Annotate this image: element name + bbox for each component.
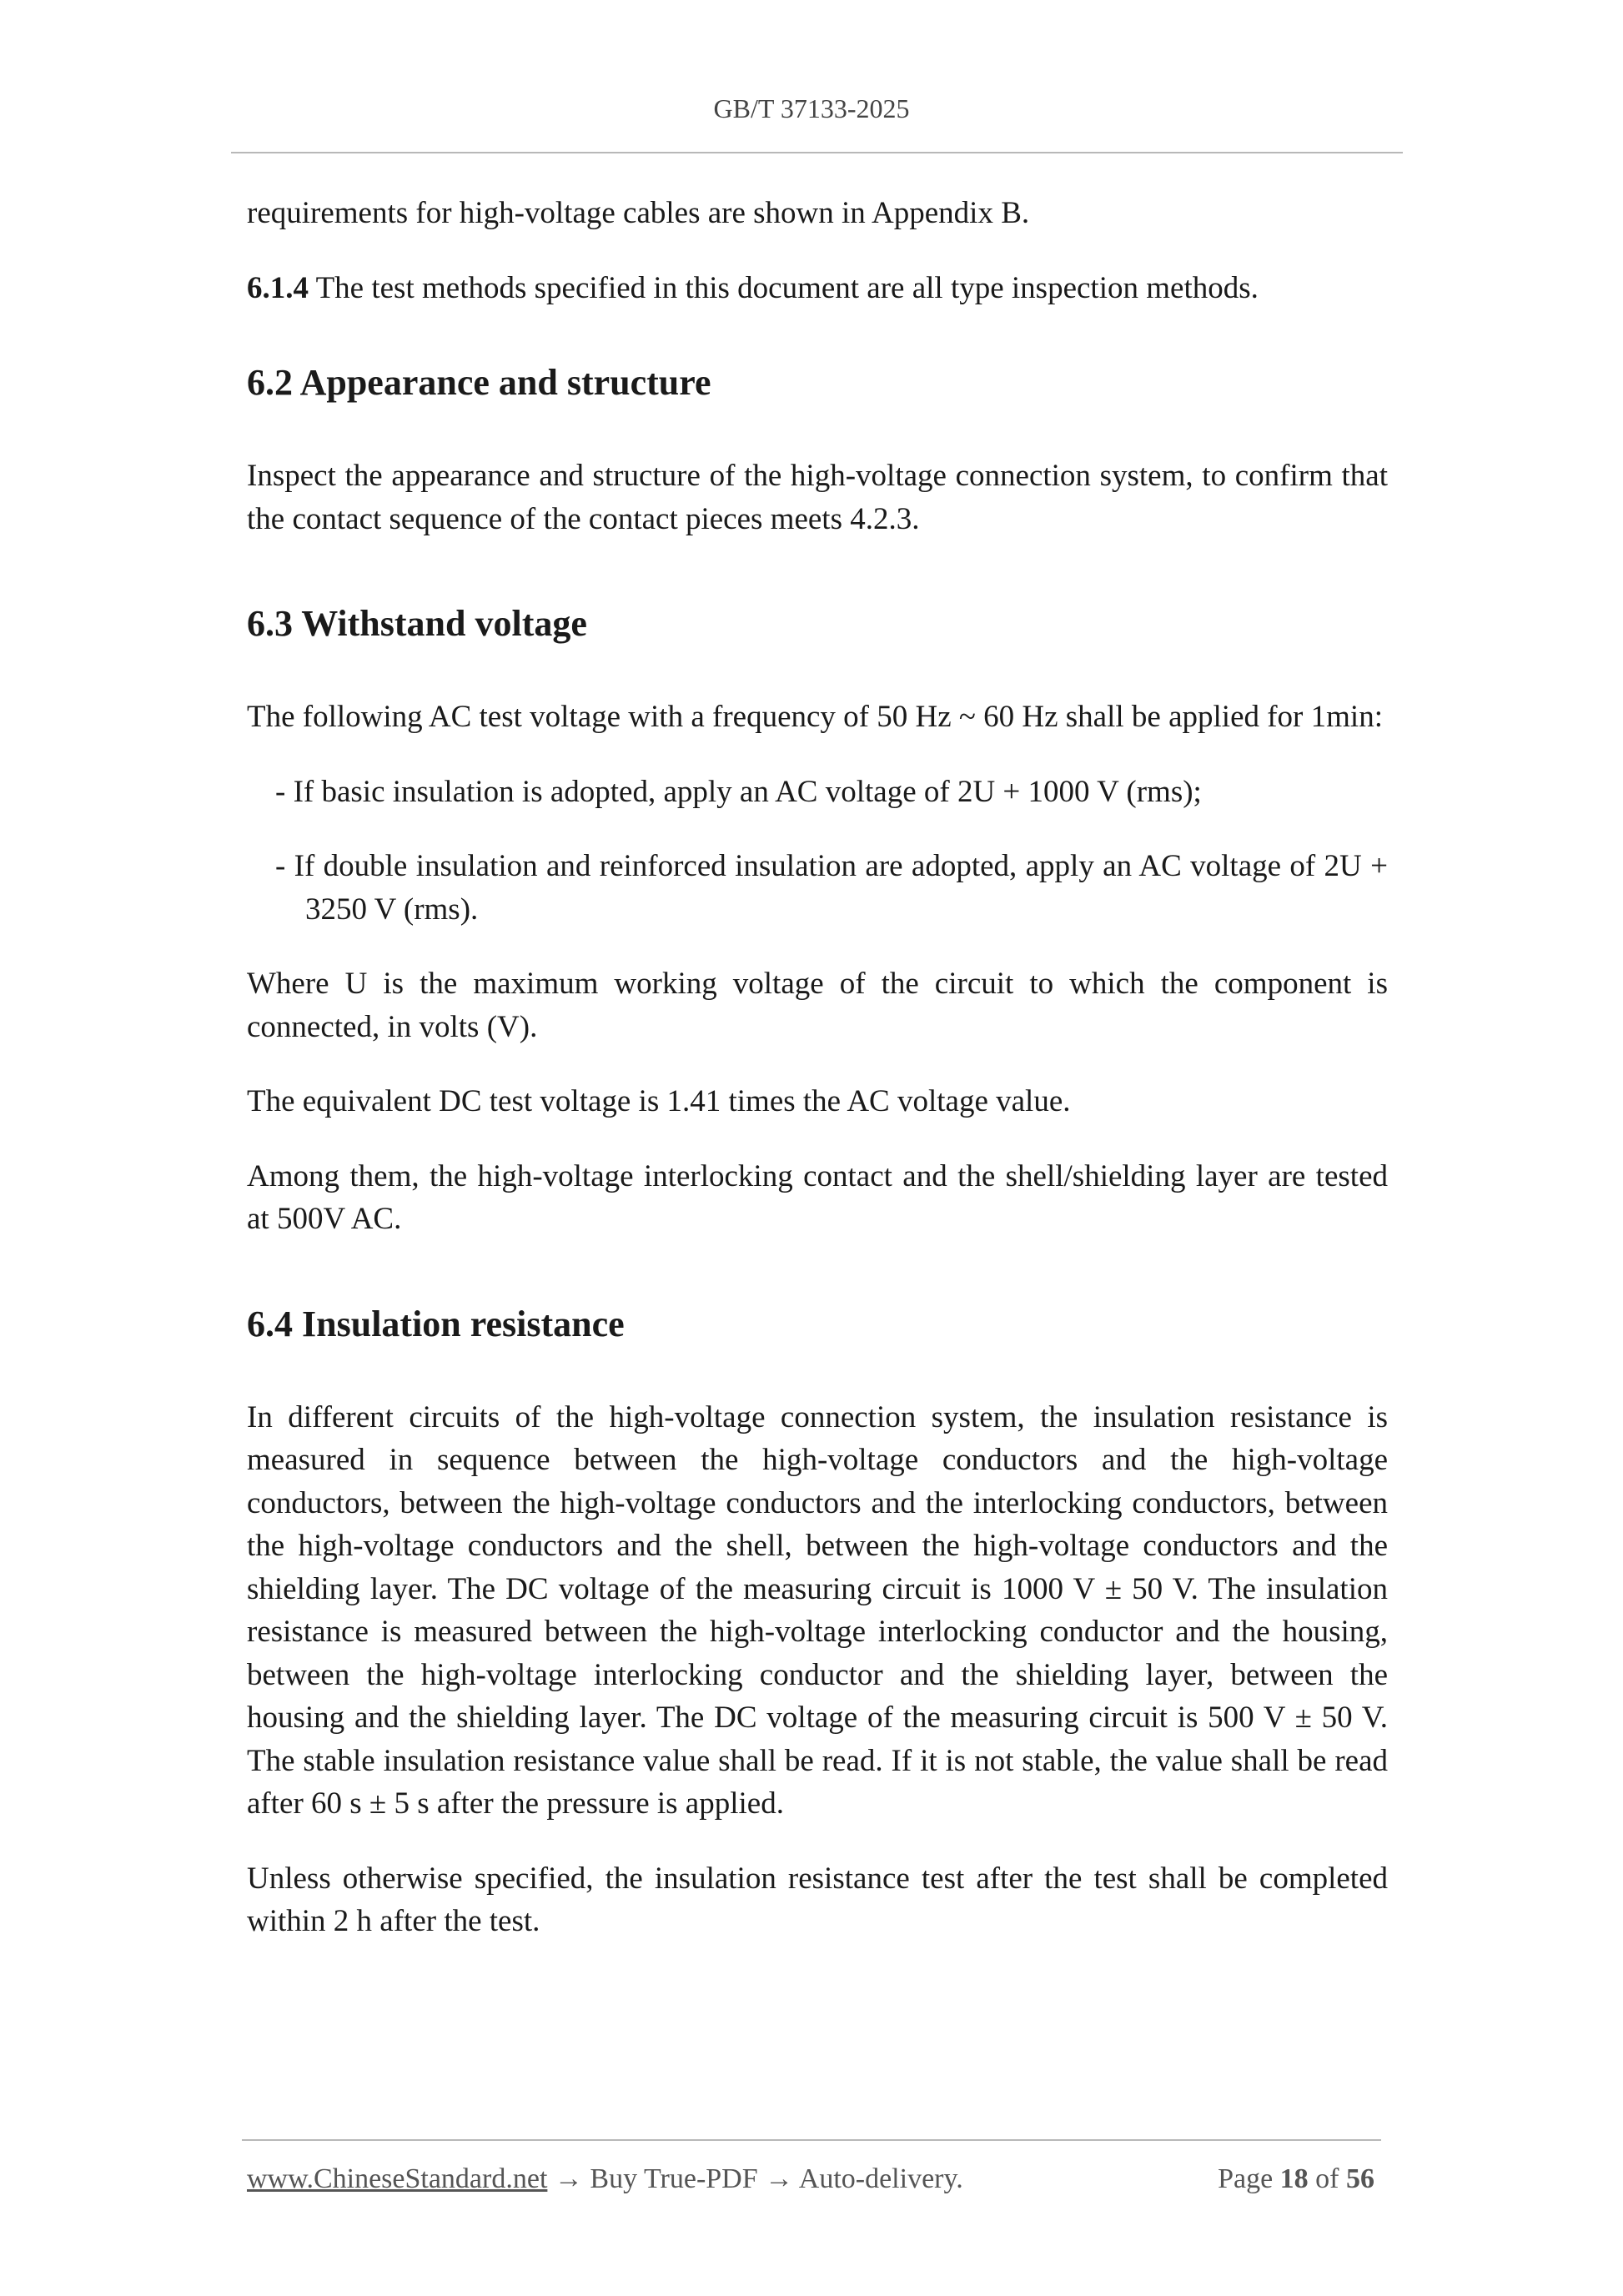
document-footer <box>247 2163 1374 2195</box>
page-current: 18 <box>1279 2163 1309 2194</box>
footer-divider <box>242 2139 1381 2141</box>
website-link[interactable]: www.ChineseStandard.net <box>247 2163 548 2194</box>
paragraph-6-3-where: Where U is the maximum working voltage of the circuit to which the component is connected, in volts (V). <box>247 967 1388 1044</box>
page-indicator <box>1218 2163 1374 2195</box>
section-heading-6-2: 6.2 Appearance and structure <box>247 362 711 403</box>
section-heading-6-4: 6.4 Insulation resistance <box>247 1303 625 1344</box>
paragraph-6-3-dc: The equivalent DC test voltage is 1.41 times the AC voltage value. <box>247 1084 1071 1118</box>
clause-text: The test methods specified in this document are all type inspection methods. <box>309 270 1259 305</box>
paragraph-6-3-intro: The following AC test voltage with a frequency of 50 Hz ~ 60 Hz shall be applied for 1min: <box>247 700 1383 734</box>
footer-promo <box>247 2163 963 2195</box>
document-body <box>247 185 1388 1943</box>
paragraph-6-1-4 <box>247 267 1388 310</box>
page-label: Page <box>1218 2163 1280 2194</box>
promo-text: → Buy True-PDF → Auto-delivery. <box>547 2163 963 2194</box>
header-divider <box>231 152 1403 153</box>
section-heading-6-3: 6.3 Withstand voltage <box>247 603 587 644</box>
paragraph-6-3-among: Among them, the high-voltage interlocking contact and the shell/shielding layer are tested at 500V AC. <box>247 1158 1388 1236</box>
paragraph-continued: requirements for high-voltage cables are shown in Appendix B. <box>247 196 1030 230</box>
paragraph-6-2: Inspect the appearance and structure of the high-voltage connection system, to confirm that the contact sequence of the contact pieces meets 4.2.3. <box>247 459 1388 536</box>
list-item: - If basic insulation is adopted, apply an AC voltage of 2U + 1000 V (rms); <box>275 774 1202 809</box>
list-item: - If double insulation and reinforced insulation are adopted, apply an AC voltage of 2U + 3250 V (rms). <box>275 849 1388 927</box>
paragraph-6-4: In different circuits of the high-voltage connection system, the insulation resistance is measured in sequence between the high-voltage conductors and the high-voltage conductors, between the high-voltage conductors and the interlocking conductors, between the high-voltage conductors and the shell, between the high-voltage conductors and the shielding layer. The DC voltage of the measuring circuit is 1000 V ± 50 V. The insulation resistance is measured between the high-voltage interlocking conductor and the housing, between the high-voltage interlocking conductor and the shielding layer, between the housing and the shielding layer. The DC voltage of the measuring circuit is 500 V ± 50 V. The stable insulation resistance value shall be read. If it is not stable, the value shall be read after 60 s ± 5 s after the pressure is applied. <box>247 1399 1388 1821</box>
voltage-list <box>247 771 1388 932</box>
clause-number: 6.1.4 <box>247 270 309 305</box>
document-header: GB/T 37133-2025 <box>713 93 910 123</box>
page-of: of <box>1308 2163 1346 2194</box>
paragraph-6-4-unless: Unless otherwise specified, the insulation resistance test after the test shall be completed within 2 h after the test. <box>247 1861 1388 1938</box>
page-total: 56 <box>1346 2163 1374 2194</box>
